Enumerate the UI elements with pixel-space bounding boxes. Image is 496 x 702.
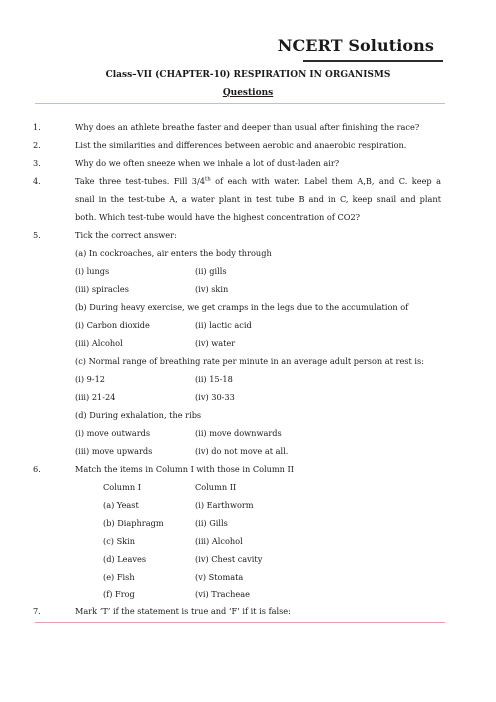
q5d-option-1: (i) move outwards — [75, 428, 151, 438]
section-heading — [0, 88, 496, 98]
column-1-header: Column I — [103, 482, 141, 492]
q5b-option-3: (iii) Alcohol — [75, 338, 123, 348]
match-left-item: (c) Skin — [103, 536, 136, 546]
q5b-question: (b) During heavy exercise, we get cramps in the legs due to the accumulation of — [75, 302, 409, 312]
q5d-option-3: (iii) move upwards — [75, 446, 153, 456]
match-right-item: (iii) Alcohol — [195, 536, 243, 546]
question-6-intro: Match the items in Column I with those in Column II — [75, 464, 295, 474]
question-7: Mark ‘T’ if the statement is true and ‘F’ if it is false: — [75, 606, 291, 616]
q5a-question: (a) In cockroaches, air enters the body through — [75, 248, 272, 258]
match-right-item: (iv) Chest cavity — [195, 554, 263, 564]
q5c-question: (c) Normal range of breathing rate per minute in an average adult person at rest is: — [75, 356, 424, 366]
q5a-option-1: (i) lungs — [75, 266, 110, 276]
q5b-option-1: (i) Carbon dioxide — [75, 320, 150, 330]
question-4-line-2: snail in the test-tube A, a water plant in test tube B and in C, keep snail and plant — [75, 194, 441, 204]
column-2-header: Column II — [195, 482, 237, 492]
q5a-option-4: (iv) skin — [195, 284, 229, 294]
question-number-3: 3. — [33, 158, 41, 168]
match-right-item: (ii) Gills — [195, 518, 228, 528]
question-number-5: 5. — [33, 230, 41, 240]
q5c-option-3: (iii) 21-24 — [75, 392, 116, 402]
question-5-intro: Tick the correct answer: — [75, 230, 177, 240]
q5c-option-1: (i) 9-12 — [75, 374, 106, 384]
q5c-option-4: (iv) 30-33 — [195, 392, 235, 402]
brand-underline — [303, 60, 443, 62]
q5a-option-3: (iii) spiracles — [75, 284, 129, 294]
q5b-option-2: (ii) lactic acid — [195, 320, 252, 330]
question-number-1: 1. — [33, 122, 41, 132]
question-number-2: 2. — [33, 140, 41, 150]
question-number-6: 6. — [33, 464, 41, 474]
q5d-question: (d) During exhalation, the ribs — [75, 410, 202, 420]
brand-title: NCERT Solutions — [277, 36, 434, 55]
question-2: List the similarities and differences between aerobic and anaerobic respiration. — [75, 140, 407, 150]
question-number-7: 7. — [33, 606, 41, 616]
q4-superscript: th — [204, 176, 211, 183]
q5b-option-4: (iv) water — [195, 338, 236, 348]
q5d-option-2: (ii) move downwards — [195, 428, 282, 438]
match-left-item: (d) Leaves — [103, 554, 147, 564]
question-4-line-1 — [75, 176, 441, 186]
chapter-title: Class–VII (CHAPTER-10) RESPIRATION IN ORGANISMS — [105, 70, 391, 80]
q5a-option-2: (ii) gills — [195, 266, 227, 276]
match-left-item: (f) Frog — [103, 589, 135, 599]
header-divider — [35, 103, 445, 104]
match-right-item: (i) Earthworm — [195, 500, 254, 510]
match-left-item: (a) Yeast — [103, 500, 139, 510]
question-3: Why do we often sneeze when we inhale a lot of dust-laden air? — [75, 158, 340, 168]
match-right-item: (vi) Tracheae — [195, 589, 250, 599]
question-1: Why does an athlete breathe faster and deeper than usual after finishing the race? — [75, 122, 420, 132]
match-left-item: (e) Fish — [103, 572, 135, 582]
match-right-item: (v) Stomata — [195, 572, 244, 582]
q4-text-a: Take three test-tubes. Fill 3/4 — [75, 176, 205, 186]
question-4-line-3: both. Which test-tube would have the highest concentration of CO2? — [75, 212, 361, 222]
footer-divider — [35, 622, 445, 623]
q5c-option-2: (ii) 15-18 — [195, 374, 233, 384]
match-left-item: (b) Diaphragm — [103, 518, 164, 528]
q5d-option-4: (iv) do not move at all. — [195, 446, 289, 456]
question-number-4: 4. — [33, 176, 41, 186]
section-heading-text: Questions — [222, 88, 274, 98]
q4-text-b: of each with water. Label them A,B, and C. keep a — [210, 176, 441, 186]
